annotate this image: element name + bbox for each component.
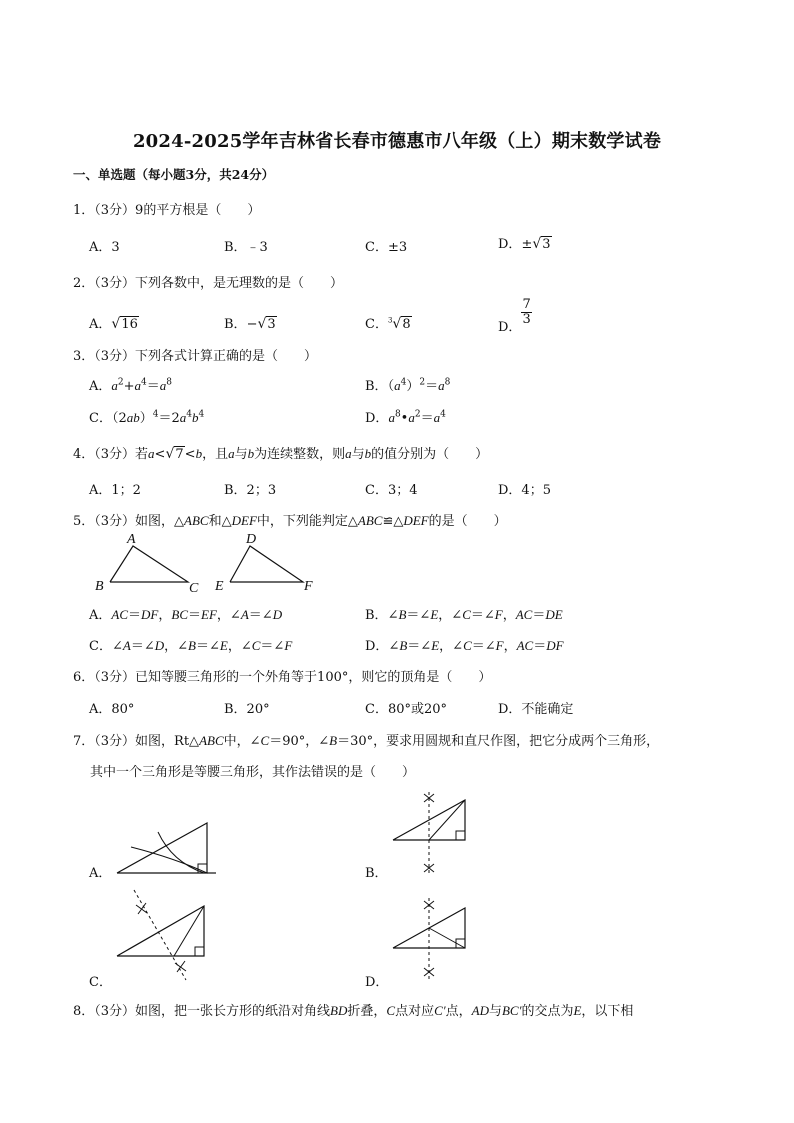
triangle-def: DEF: [231, 513, 257, 528]
q1-option-b: B．﹣3: [224, 240, 268, 255]
q2-option-b: [224, 313, 277, 332]
stem-text: 的值分别为（ ）: [371, 447, 489, 462]
option-label: D．: [365, 411, 389, 426]
stem-text: ＝30°，要求用圆规和直尺作图，把它分成两个三角形，: [337, 734, 660, 749]
stem-text: 的交点为: [521, 1004, 574, 1019]
q4-option-c: C．3；4: [365, 483, 418, 498]
vertex-label-a: A: [127, 532, 136, 547]
variable-a: a: [148, 446, 155, 461]
segment-ad: AD: [471, 1003, 489, 1018]
option-label: A．: [89, 317, 112, 332]
option-label: A．: [89, 608, 112, 623]
arc-cross-top: [136, 903, 147, 914]
dividing-segment: [429, 928, 465, 948]
question-5-stem: [73, 510, 507, 529]
q3-option-b: B．$(a^4)^2=a^8$: [365, 377, 451, 394]
perpendicular-bisector: [134, 890, 186, 980]
q1-option-c: C．±3: [365, 240, 408, 255]
q1-option-d: [498, 233, 552, 252]
q4-option-b: B．2；3: [224, 483, 277, 498]
congruent-sign: ≌△: [382, 514, 404, 529]
triangle-def-shape: [230, 546, 303, 582]
radicand: 16: [121, 317, 138, 332]
q7-option-b-label: B．: [365, 866, 388, 881]
variable-b: b: [247, 446, 255, 461]
stem-text: 中，下列能判定△: [256, 514, 358, 529]
triangle-def: DEF: [403, 513, 429, 528]
option-label: D．: [498, 237, 522, 252]
question-8-stem: [73, 1000, 633, 1019]
option-label: A．: [89, 379, 112, 394]
radicand: 7: [175, 447, 184, 462]
q7-figure-d: [388, 896, 478, 984]
option-label: C．: [89, 411, 112, 426]
radicand: 3: [267, 317, 276, 332]
vertex-label-c: C: [189, 581, 199, 596]
q5-option-c: C．∠A＝∠D，∠B＝∠E，∠C＝∠F: [89, 638, 293, 654]
vertex-label-b: B: [95, 579, 104, 594]
less-than-sign: <: [184, 447, 196, 462]
arc-cross-bottom: [424, 968, 434, 976]
point-c-prime: C′: [434, 1003, 446, 1018]
q6-option-a: A．80°: [89, 702, 135, 717]
fraction: [521, 298, 531, 326]
stem-text: 与: [488, 1004, 502, 1019]
triangle-abc-shape: [110, 546, 188, 582]
vertex-label-f: F: [304, 579, 313, 594]
angle-c: C: [260, 733, 270, 748]
q7-option-a-label: A．: [89, 866, 112, 881]
stem-text: 和△: [208, 514, 232, 529]
section-heading: 一、单选题（每小题3分，共24分）: [73, 167, 275, 182]
radicand: 3: [542, 237, 551, 252]
q5-option-b: B．∠B＝∠E，∠C＝∠F，AC＝DE: [365, 607, 563, 623]
stem-text: ，以下相: [581, 1004, 634, 1019]
variable-b: b: [195, 446, 203, 461]
triangle-abc: ABC: [199, 733, 224, 748]
option-label: B．: [365, 379, 388, 394]
sqrt-expression: √3: [532, 236, 551, 252]
right-angle-mark: [456, 831, 465, 840]
question-4-stem: [73, 443, 488, 462]
variable-a: a: [345, 446, 352, 461]
stem-text: 中，∠: [223, 734, 261, 749]
q5-option-d: D．∠B＝∠E，∠C＝∠F，AC＝DF: [365, 638, 564, 654]
q1-option-a: A．3: [89, 240, 120, 255]
less-than-sign: <: [154, 447, 166, 462]
option-label: B．: [365, 608, 388, 623]
q3-option-a: A．$a^2+a^4=a^8$: [89, 377, 173, 394]
point-e: E: [573, 1003, 582, 1018]
stem-text: 5．（3分）如图，△: [73, 514, 185, 529]
triangle-abc: ABC: [184, 513, 209, 528]
point-c: C: [386, 1003, 396, 1018]
stem-text: 7．（3分）如图，Rt△: [73, 734, 200, 749]
vertex-label-d: D: [246, 532, 257, 547]
q4-option-a: A．1；2: [89, 483, 141, 498]
q6-option-b: B．20°: [224, 702, 270, 717]
question-2-stem: 2．（3分）下列各数中，是无理数的是（ ）: [73, 276, 344, 291]
q6-option-c: C．80°或20°: [365, 702, 448, 717]
stem-text: 点对应: [395, 1004, 435, 1019]
q7-option-c-label: C．: [89, 975, 112, 990]
triangle-shape: [117, 823, 207, 873]
stem-text: ，且: [202, 447, 229, 462]
page-title: 2024-2025学年吉林省长春市德惠市八年级（上）期末数学试卷: [132, 131, 662, 152]
right-angle-mark: [195, 947, 204, 956]
triangle-abc: ABC: [357, 513, 383, 528]
vertex-label-e: E: [215, 579, 224, 594]
segment-bd: BD: [330, 1003, 348, 1018]
q2-option-c: [365, 313, 412, 332]
option-label: C．: [365, 317, 388, 332]
sqrt-expression: √7: [165, 446, 184, 462]
q2-option-d: [498, 297, 532, 335]
question-7-stem-line-1: [73, 730, 659, 749]
dividing-segment: [174, 906, 204, 956]
stem-text: 折叠，: [347, 1004, 387, 1019]
q7-option-d-label: D．: [365, 975, 389, 990]
construction-line: [158, 832, 204, 873]
stem-text: 与: [234, 447, 248, 462]
numerator: 7: [522, 297, 531, 312]
stem-text: 与: [351, 447, 365, 462]
q3-option-c: C．$(2ab)^4=2a^4b^4$: [89, 409, 205, 426]
q6-option-d: D．不能确定: [498, 702, 574, 717]
q2-option-a: [89, 313, 139, 332]
q3-option-d: D．$a^8•a^2=a^4$: [365, 409, 446, 426]
segment-bc-prime: BC′: [501, 1003, 522, 1018]
angle-b: B: [329, 733, 338, 748]
option-label: D．: [498, 319, 522, 335]
stem-text: 的是（ ）: [428, 514, 507, 529]
stem-text: 为连续整数，则: [254, 447, 346, 462]
q5-option-a: A．AC＝DF，BC＝EF，∠A＝∠D: [89, 607, 283, 623]
variable-a: a: [228, 446, 235, 461]
cube-root-expression: √8: [392, 316, 411, 332]
q7-figure-c: [112, 888, 212, 980]
stem-text: 8．（3分）如图，把一张长方形的纸沿对角线: [73, 1004, 331, 1019]
q7-figure-a: [112, 818, 222, 878]
denominator: 3: [522, 311, 531, 327]
radicand: 8: [402, 317, 411, 332]
stem-text: 4．（3分）若: [73, 447, 149, 462]
sqrt-expression: √16: [111, 316, 138, 332]
stem-text: ＝90°，∠: [269, 734, 330, 749]
plus-minus-sign: ±: [521, 237, 533, 252]
triangle-shape: [117, 906, 204, 956]
q4-option-d: D．4；5: [498, 483, 551, 498]
question-3-stem: 3．（3分）下列各式计算正确的是（ ）: [73, 349, 318, 364]
dividing-segment: [429, 800, 465, 840]
minus-sign: −: [246, 317, 258, 332]
question-1-stem: 1．（3分）9的平方根是（ ）: [73, 203, 261, 218]
option-label: D．: [365, 639, 389, 654]
question-6-stem: 6．（3分）已知等腰三角形的一个外角等于100°，则它的顶角是（ ）: [73, 670, 492, 685]
root-index: 3: [387, 316, 393, 325]
option-label: C．: [89, 639, 112, 654]
q5-triangles-figure: [90, 530, 330, 600]
question-7-stem-line-2: 其中一个三角形是等腰三角形，其作法错误的是（ ）: [90, 765, 416, 780]
arc-cross-top: [424, 901, 434, 909]
variable-b: b: [364, 446, 372, 461]
option-label: B．: [224, 317, 247, 332]
stem-text: 点，: [445, 1004, 472, 1019]
q7-figure-b: [388, 790, 478, 880]
sqrt-expression: √3: [257, 316, 276, 332]
